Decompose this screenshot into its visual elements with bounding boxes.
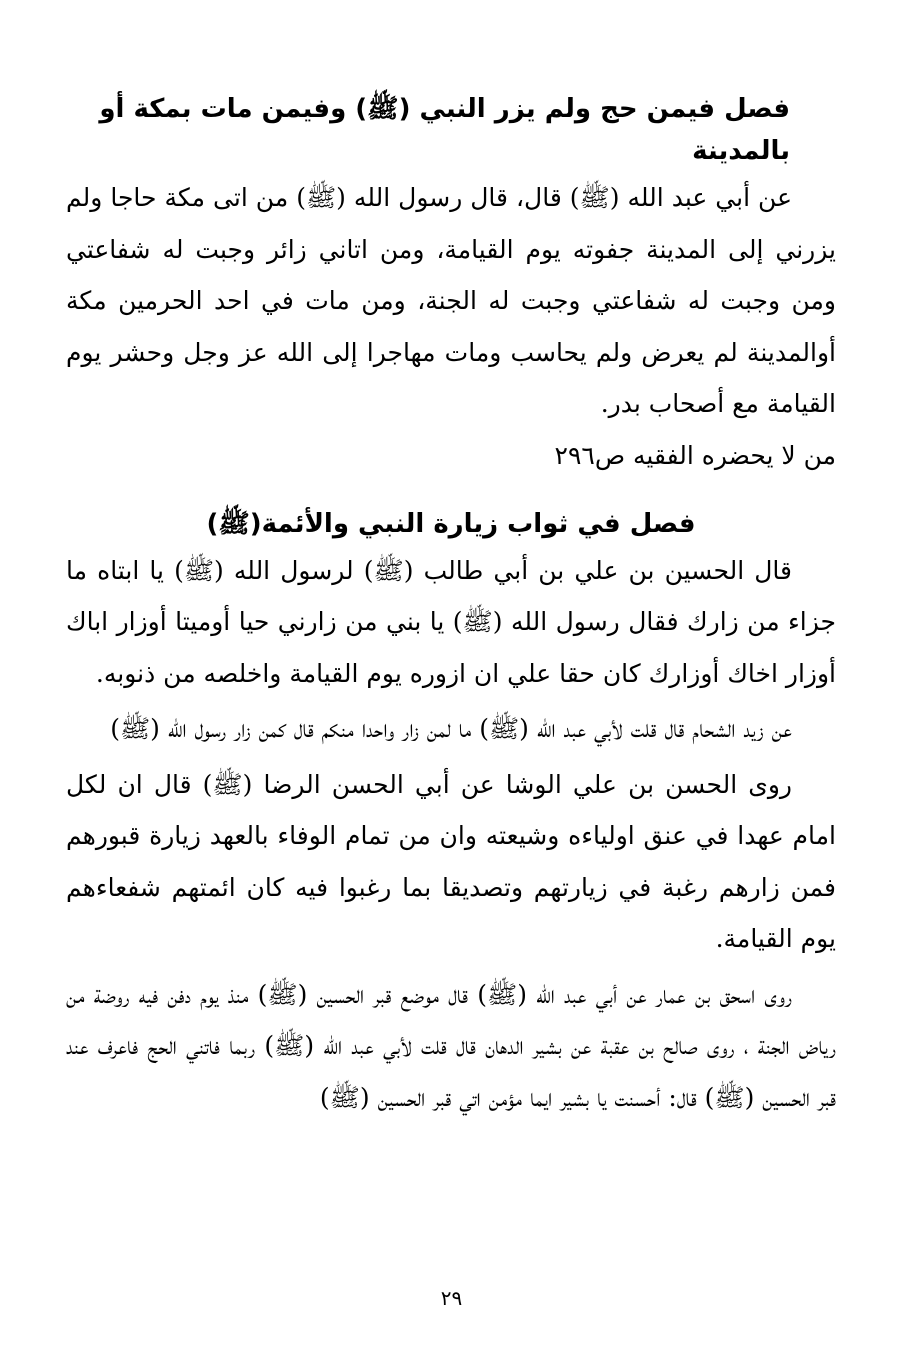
page-body	[66, 88, 836, 1318]
hadith-paragraph: عن أبي عبد الله (ﷺ) قال، قال رسول الله (ﷺ) من اتى مكة حاجا ولم يزرني إلى المدينة جفوته يوم القيامة، ومن اتاني زائر وجبت له شفاعتي ومن وجبت له شفاعتي وجبت له الجنة، ومن مات في احد الحرمين مكة أوالمدينة لم يعرض ولم يحاسب ومات مهاجرا إلى الله عز وجل وحشر يوم القيامة مع أصحاب بدر.	[66, 183, 836, 418]
section-heading-ziyara: فصل في ثواب زيارة النبي والأئمة(ﷺ)	[206, 508, 696, 539]
page-number: ٢٩	[440, 1286, 463, 1310]
hadith-paragraph: روى الحسن بن علي الوشا عن أبي الحسن الرضا (ﷺ) قال ان لكل امام عهدا في عنق اولياءه وشيعته وان من تمام الوفاء بالعهد زيارة قبورهم فمن زارهم رغبة في زيارتهم وتصديقا بما رغبوا فيه كان ائمتهم شفعاءهم يوم القيامة.	[66, 769, 836, 953]
hadith-paragraph: قال الحسين بن علي بن أبي طالب (ﷺ) لرسول الله (ﷺ) يا ابتاه ما جزاء من زارك فقال رسول الله (ﷺ) يا بني من زارني حيا أوميتا أوزار اباك أوزار اخاك أوزارك كان حقا علي ان ازوره يوم القيامة واخلصه من ذنوبه.	[66, 555, 836, 688]
hadith-paragraph: روى اسحق بن عمار عن أبي عبد الله (ﷺ) قال موضع قبر الحسين (ﷺ) منذ يوم دفن فيه روضة من رياض الجنة ، روى صالح بن عقبة عن بشير الدهان قال قلت لأبي عبد الله (ﷺ) ربما فاتني الحج فاعرف عند قبر الحسين (ﷺ) قال: أحسنت يا بشير ايما مؤمن اتي قبر الحسين (ﷺ)	[66, 979, 836, 1112]
section-heading-hajj: فصل فيمن حج ولم يزر النبي (ﷺ) وفيمن مات بمكة أو بالمدينة	[99, 94, 790, 166]
source-citation: من لا يحضره الفقيه ص٢٩٦	[554, 440, 836, 470]
hadith-paragraph: عن زيد الشحام قال قلت لأبي عبد الله (ﷺ) ما لمن زار واحدا منكم قال كمن زار رسول الله (ﷺ)	[110, 714, 792, 743]
